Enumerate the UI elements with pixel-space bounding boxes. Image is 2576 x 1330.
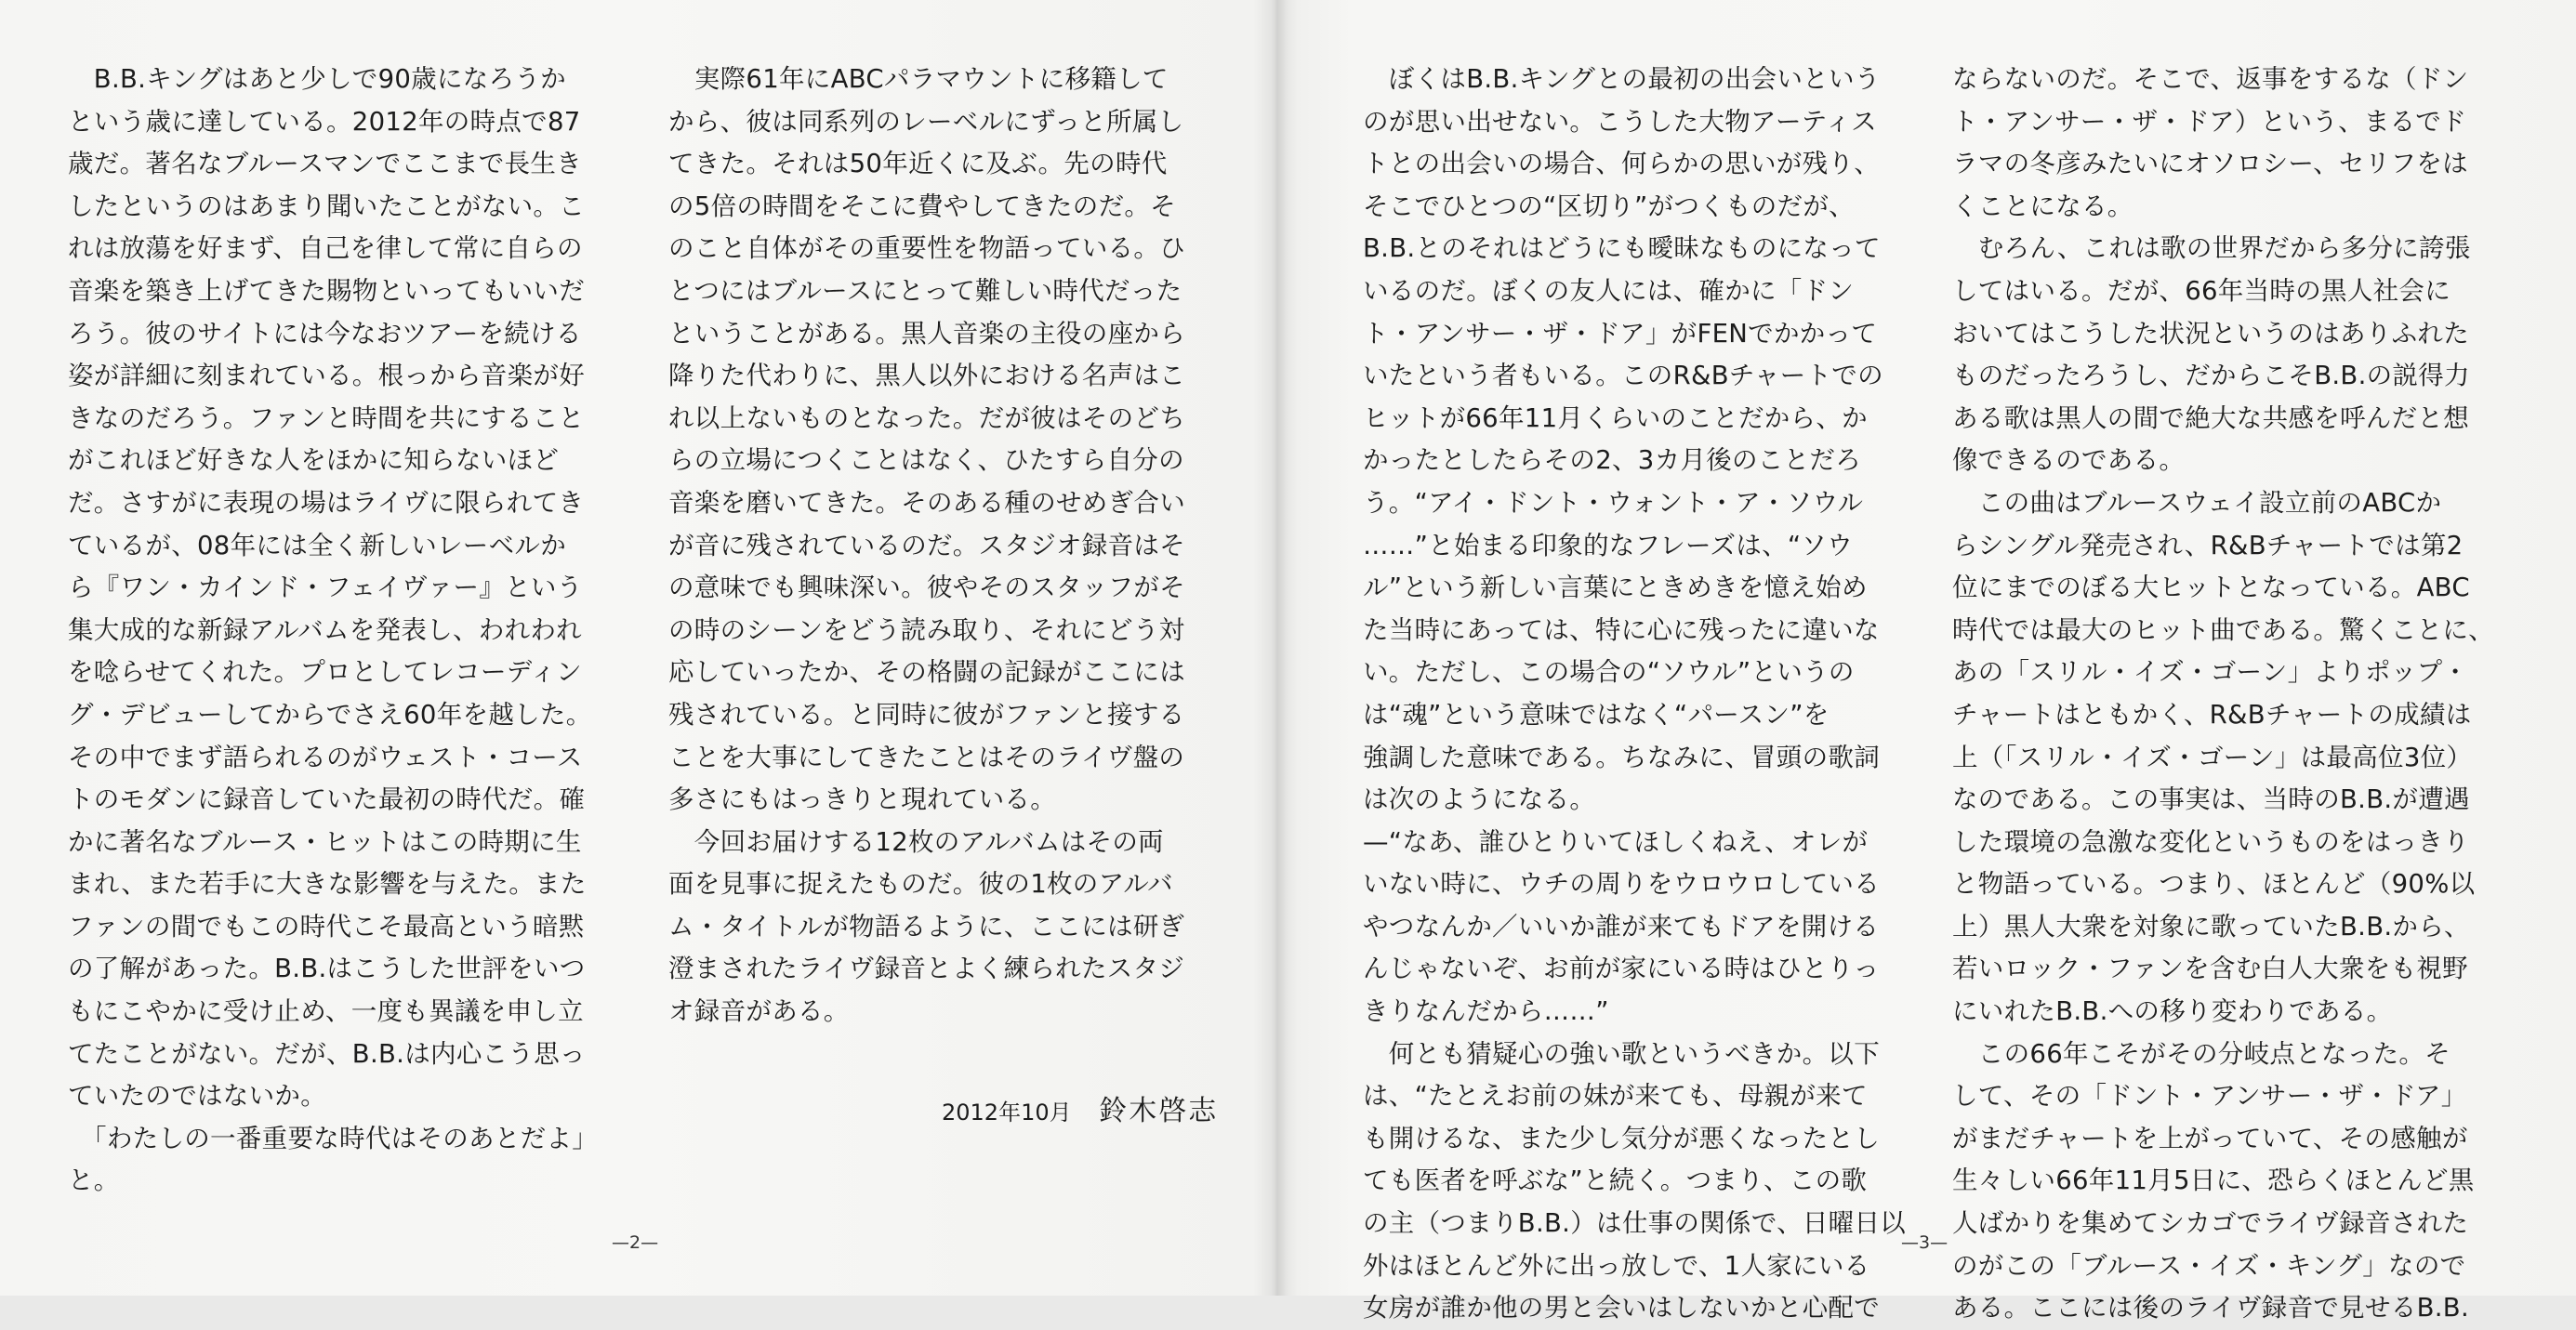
page-number-right: —3—: [1901, 1232, 1949, 1253]
text-line: 今回お届けする12枚のアルバムはその両: [668, 826, 1164, 857]
page-left: [0, 0, 1275, 1296]
signature-author: 鈴木啓志: [1099, 1095, 1219, 1127]
text-line: 外はほとんど外に出っ放しで、1人家にいる: [1363, 1250, 1870, 1281]
text-line: 降りた代わりに、黒人以外における名声はこ: [668, 361, 1185, 391]
text-line: は、“たとえお前の妹が来ても、母親が来て: [1363, 1081, 1868, 1112]
text-line: やつなんか／いいか誰が来てもドアを開ける: [1363, 911, 1880, 942]
text-line: ……”と始まる印象的なフレーズは、“ソウ: [1363, 530, 1854, 560]
text-line: を唸らせてくれた。プロとしてレコーディン: [68, 657, 582, 688]
text-line: した環境の急激な変化というものをはっきり: [1952, 826, 2469, 857]
text-line: 上）黒人大衆を対象に歌っていたB.B.から、: [1952, 911, 2470, 942]
text-line: 音楽を築き上げてきた賜物といってもいいだ: [68, 275, 585, 306]
text-line: 像できるのである。: [1952, 445, 2186, 476]
text-line: かに著名なブルース・ヒットはこの時期に生: [68, 826, 582, 857]
text-column-1: [68, 59, 616, 1203]
text-line: も開けるな、また少し気分が悪くなったとし: [1363, 1123, 1880, 1153]
text-line: ム・タイトルが物語るように、ここには研ぎ: [668, 911, 1185, 942]
text-line: してはいる。だが、66年当時の黒人社会に: [1952, 275, 2451, 306]
text-line: う。“アイ・ドント・ウォント・ア・ソウル: [1363, 487, 1864, 518]
text-line: から、彼は同系列のレーベルにずっと所属し: [668, 106, 1184, 137]
text-line: れは放蕩を好まず、自己を律して常に自らの: [68, 233, 583, 264]
text-line: 上（「スリル・イズ・ゴーン」は最高位3位）: [1952, 742, 2473, 772]
text-line: た当時にあっては、特に心に残ったに違いな: [1363, 614, 1880, 645]
text-line: い。ただし、この場合の“ソウル”というの: [1363, 657, 1855, 688]
text-line: むろん、これは歌の世界だから多分に誇張: [1952, 233, 2471, 264]
text-line: ト・アンサー・ザ・ドア）という、まるでド: [1952, 106, 2467, 137]
text-line: 歳だ。著名なブルースマンでここまで長生き: [68, 149, 582, 179]
text-line: と物語っている。つまり、ほとんど（90%以: [1952, 869, 2476, 900]
text-line: その中でまず語られるのがウェスト・コース: [68, 742, 583, 772]
text-line: チャートはともかく、R&Bチャートの成績は: [1952, 699, 2472, 730]
text-line: そこでひとつの“区切り”がつくものだが、: [1363, 191, 1855, 221]
text-line: いるのだ。ぼくの友人には、確かに「ドン: [1363, 275, 1855, 306]
text-line: 音楽を磨いてきた。そのある種のせめぎ合い: [668, 487, 1185, 518]
text-line: と。: [68, 1165, 120, 1196]
text-line: まれ、また若手に大きな影響を与えた。また: [68, 869, 587, 900]
text-line: ぼくはB.B.キングとの最初の出会いという: [1363, 64, 1881, 94]
text-line: —“なあ、誰ひとりいてほしくねえ、オレが: [1363, 826, 1869, 857]
text-line: ラマの冬彦みたいにオソロシー、セリフをは: [1952, 149, 2468, 179]
text-line: がまだチャートを上がっていて、その感触が: [1952, 1123, 2468, 1153]
page-right: [1275, 0, 2576, 1323]
text-line: という歳に達している。2012年の時点で87: [68, 106, 581, 137]
text-line: がこれほど好きな人をほかに知らないほど: [68, 445, 560, 476]
text-line: この曲はブルースウェイ設立前のABCか: [1952, 487, 2442, 518]
text-line: 実際61年にABCパラマウントに移籍して: [668, 64, 1169, 94]
text-column-3: [1363, 59, 1911, 1330]
text-line: B.B.キングはあと少しで90歳になろうか: [68, 64, 566, 94]
text-line: 面を見事に捉えたものだ。彼の1枚のアルバ: [668, 869, 1173, 900]
text-line: きりなんだから……”: [1363, 996, 1609, 1027]
text-line: もにこやかに受け止め、一度も異議を申し立: [68, 996, 584, 1027]
text-line: てきた。それは50年近くに及ぶ。先の時代: [668, 149, 1168, 179]
text-line: は次のようになる。: [1363, 784, 1596, 815]
text-line: だ。さすがに表現の場はライヴに限られてき: [68, 487, 585, 518]
text-line: おいてはこうした状況というのはありふれた: [1952, 318, 2469, 349]
text-line: てたことがない。だが、B.B.は内心こう思っ: [68, 1038, 586, 1069]
book-gutter: [1253, 0, 1298, 1296]
text-line: んじゃないぞ、お前が家にいる時はひとりっ: [1363, 954, 1880, 984]
text-line: は“魂”という意味ではなく“パースン”を: [1363, 699, 1830, 730]
text-line: ならないのだ。そこで、返事をするな（ドン: [1952, 64, 2469, 94]
text-line: グ・デビューしてからでさえ60年を越した。: [68, 699, 592, 730]
text-line: きなのだろう。ファンと時間を共にすること: [68, 402, 585, 433]
text-line: 強調した意味である。ちなみに、冒頭の歌詞: [1363, 742, 1880, 772]
text-line: 何とも猜疑心の強い歌というべきか。以下: [1363, 1038, 1880, 1069]
text-line: 人ばかりを集めてシカゴでライヴ録音された: [1952, 1208, 2469, 1239]
text-line: のがこの「ブルース・イズ・キング」なので: [1952, 1250, 2466, 1281]
text-line: したというのはあまり聞いたことがない。こ: [68, 191, 585, 221]
text-line: 生々しい66年11月5日に、恐らくほとんど黒: [1952, 1165, 2475, 1196]
text-line: ファンの間でもこの時代こそ最高という暗黙: [68, 911, 585, 942]
text-line: の意味でも興味深い。彼やそのスタッフがそ: [668, 573, 1185, 603]
text-line: B.B.とのそれはどうにも曖昧なものになって: [1363, 233, 1881, 264]
signature: [942, 1087, 1218, 1128]
text-line: ことを大事にしてきたことはそのライヴ盤の: [668, 742, 1185, 772]
text-line: 残されている。と同時に彼がファンと接する: [668, 699, 1185, 730]
text-column-4: [1952, 59, 2510, 1330]
text-line: ある。ここには後のライヴ録音で見せるB.B.: [1952, 1293, 2469, 1323]
text-line: 集大成的な新録アルバムを発表し、われわれ: [68, 614, 582, 645]
text-line: ものだったろうし、だからこそB.B.の説得力: [1952, 361, 2470, 391]
text-line: して、その「ドント・アンサー・ザ・ドア」: [1952, 1081, 2467, 1112]
text-line: ある歌は黒人の間で絶大な共感を呼んだと想: [1952, 402, 2469, 433]
text-line: のが思い出せない。こうした大物アーティス: [1363, 106, 1877, 137]
text-line: オ録音がある。: [668, 996, 850, 1027]
text-line: この66年こそがその分岐点となった。そ: [1952, 1038, 2451, 1069]
text-line: ル”という新しい言葉にときめきを憶え始め: [1363, 573, 1868, 603]
text-line: トとの出会いの場合、何らかの思いが残り、: [1363, 149, 1880, 179]
text-line: のこと自体がその重要性を物語っている。ひ: [668, 233, 1185, 264]
text-line: ているが、08年には全く新しいレーベルか: [68, 530, 566, 560]
text-line: くことになる。: [1952, 191, 2133, 221]
text-line: らシングル発売され、R&Bチャートでは第2: [1952, 530, 2464, 560]
text-line: かったとしたらその2、3カ月後のことだろ: [1363, 445, 1861, 476]
text-line: 多さにもはっきりと現れている。: [668, 784, 1056, 815]
text-line: 女房が誰か他の男と会いはしないかと心配で: [1363, 1293, 1880, 1323]
text-line: あの「スリル・イズ・ゴーン」よりポップ・: [1952, 657, 2469, 688]
text-line: の主（つまりB.B.）は仕事の関係で、日曜日以: [1363, 1208, 1907, 1239]
text-line: 姿が詳細に刻まれている。根っから音楽が好: [68, 361, 585, 391]
text-line: の5倍の時間をそこに費やしてきたのだ。そ: [668, 191, 1176, 221]
text-line: が音に残されているのだ。スタジオ録音はそ: [668, 530, 1185, 560]
text-line: らの立場につくことはなく、ひたすら自分の: [668, 445, 1184, 476]
page-number-left: —2—: [612, 1232, 659, 1253]
text-line: ということがある。黒人音楽の主役の座から: [668, 318, 1185, 349]
text-line: れ以上ないものとなった。だが彼はそのどち: [668, 402, 1185, 433]
text-line: いたという者もいる。このR&Bチャートでの: [1363, 361, 1883, 391]
text-line: ト・アンサー・ザ・ドア」がFENでかかって: [1363, 318, 1878, 349]
text-line: ろう。彼のサイトには今なおツアーを続ける: [68, 318, 582, 349]
text-line: なのである。この事実は、当時のB.B.が遭遇: [1952, 784, 2470, 815]
text-line: 時代では最大のヒット曲である。驚くことに、: [1952, 614, 2494, 645]
text-line: いない時に、ウチの周りをウロウロしている: [1363, 869, 1880, 900]
text-line: ていたのではないか。: [68, 1081, 326, 1112]
text-column-2: [668, 59, 1217, 1034]
text-line: 若いロック・ファンを含む白人大衆をも視野: [1952, 954, 2468, 984]
text-line: にいれたB.B.への移り変わりである。: [1952, 996, 2393, 1027]
signature-date: 2012年10月: [942, 1100, 1072, 1126]
text-line: 位にまでのぼる大ヒットとなっている。ABC: [1952, 573, 2470, 603]
text-line: の時のシーンをどう読み取り、それにどう対: [668, 614, 1185, 645]
text-line: ら『ワン・カインド・フェイヴァー』という: [68, 573, 583, 603]
text-line: の了解があった。B.B.はこうした世評をいつ: [68, 954, 586, 984]
text-line: トのモダンに録音していた最初の時代だ。確: [68, 784, 586, 815]
text-line: 応していったか、その格闘の記録がここには: [668, 657, 1185, 688]
text-line: 澄まされたライヴ録音とよく練られたスタジ: [668, 954, 1185, 984]
text-line: ヒットが66年11月くらいのことだから、か: [1363, 402, 1868, 433]
text-line: ても医者を呼ぶな”と続く。つまり、この歌: [1363, 1165, 1868, 1196]
text-line: とつにはブルースにとって難しい時代だった: [668, 275, 1182, 306]
text-line: 「わたしの一番重要な時代はそのあとだよ」: [68, 1123, 599, 1153]
